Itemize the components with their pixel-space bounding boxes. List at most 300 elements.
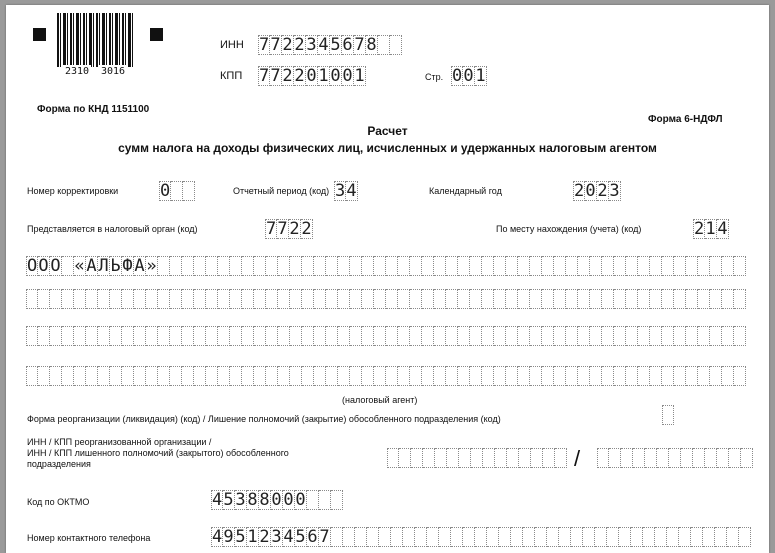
input-cell[interactable] [710,256,722,276]
input-cell[interactable] [218,366,230,386]
input-cell[interactable] [662,405,674,425]
input-cell[interactable] [326,326,338,346]
input-cell[interactable]: 1 [247,527,258,547]
input-cell[interactable] [350,326,362,346]
input-cell[interactable] [146,289,158,309]
input-cell[interactable] [459,448,471,468]
reorg-inn-field[interactable] [387,448,567,468]
input-cell[interactable] [609,448,621,468]
input-cell[interactable] [374,326,386,346]
input-cell[interactable] [638,289,650,309]
input-cell[interactable] [686,326,698,346]
input-cell[interactable] [338,289,350,309]
input-cell[interactable] [602,289,614,309]
input-cell[interactable] [698,366,710,386]
input-cell[interactable] [662,326,674,346]
input-cell[interactable] [314,256,326,276]
agent-name-row-1[interactable] [26,256,746,276]
input-cell[interactable]: 7 [259,35,270,55]
reorg-kpp-field[interactable] [597,448,753,468]
agent-name-row-3[interactable] [26,326,746,346]
input-cell[interactable]: 1 [354,66,365,86]
input-cell[interactable] [729,448,741,468]
input-cell[interactable] [86,289,98,309]
input-cell[interactable] [230,256,242,276]
input-cell[interactable] [314,366,326,386]
input-cell[interactable] [434,256,446,276]
input-cell[interactable] [74,366,86,386]
input-cell[interactable]: 0 [160,181,171,201]
input-cell[interactable] [242,366,254,386]
input-cell[interactable] [307,490,319,510]
input-cell[interactable] [350,289,362,309]
input-cell[interactable] [590,289,602,309]
input-cell[interactable] [542,366,554,386]
tax-authority-field[interactable] [265,219,313,239]
input-cell[interactable] [578,326,590,346]
input-cell[interactable] [614,289,626,309]
input-cell[interactable] [638,256,650,276]
input-cell[interactable] [398,256,410,276]
input-cell[interactable] [590,366,602,386]
input-cell[interactable] [254,256,266,276]
input-cell[interactable] [134,326,146,346]
input-cell[interactable]: 4 [283,527,294,547]
input-cell[interactable]: « [74,256,85,276]
input-cell[interactable]: 0 [330,66,341,86]
input-cell[interactable] [314,326,326,346]
input-cell[interactable] [302,326,314,346]
input-cell[interactable] [499,527,511,547]
input-cell[interactable] [170,256,182,276]
input-cell[interactable] [626,326,638,346]
input-cell[interactable]: 5 [235,527,246,547]
input-cell[interactable] [362,256,374,276]
input-cell[interactable] [38,366,50,386]
input-cell[interactable]: Ь [110,256,121,276]
input-cell[interactable] [206,326,218,346]
input-cell[interactable] [458,326,470,346]
input-cell[interactable] [734,289,746,309]
input-cell[interactable] [471,448,483,468]
input-cell[interactable] [218,256,230,276]
input-cell[interactable] [266,326,278,346]
input-cell[interactable] [451,527,463,547]
input-cell[interactable] [62,256,74,276]
input-cell[interactable] [26,289,38,309]
input-cell[interactable] [158,326,170,346]
input-cell[interactable] [134,366,146,386]
input-cell[interactable] [530,289,542,309]
input-cell[interactable] [506,366,518,386]
input-cell[interactable] [122,289,134,309]
input-cell[interactable] [703,527,715,547]
input-cell[interactable] [662,289,674,309]
input-cell[interactable]: 3 [271,527,282,547]
input-cell[interactable] [722,326,734,346]
input-cell[interactable] [386,256,398,276]
input-cell[interactable] [182,289,194,309]
input-cell[interactable]: 4 [346,181,357,201]
inn-field[interactable] [258,35,402,55]
input-cell[interactable] [530,256,542,276]
input-cell[interactable]: 3 [306,35,317,55]
input-cell[interactable] [278,326,290,346]
input-cell[interactable]: 7 [270,35,281,55]
input-cell[interactable] [331,490,343,510]
input-cell[interactable] [662,256,674,276]
input-cell[interactable] [374,289,386,309]
input-cell[interactable] [547,527,559,547]
input-cell[interactable]: 6 [342,35,353,55]
input-cell[interactable]: Ф [122,256,133,276]
input-cell[interactable] [146,366,158,386]
input-cell[interactable] [494,289,506,309]
input-cell[interactable] [482,366,494,386]
input-cell[interactable] [266,289,278,309]
input-cell[interactable] [122,326,134,346]
input-cell[interactable] [158,289,170,309]
input-cell[interactable] [566,256,578,276]
input-cell[interactable]: 8 [259,490,270,510]
input-cell[interactable] [633,448,645,468]
input-cell[interactable] [734,326,746,346]
input-cell[interactable] [621,448,633,468]
input-cell[interactable] [698,256,710,276]
input-cell[interactable] [266,256,278,276]
input-cell[interactable] [542,256,554,276]
input-cell[interactable]: 5 [330,35,341,55]
input-cell[interactable] [554,366,566,386]
input-cell[interactable] [717,448,729,468]
input-cell[interactable] [194,366,206,386]
input-cell[interactable] [446,256,458,276]
input-cell[interactable] [590,326,602,346]
input-cell[interactable] [50,289,62,309]
input-cell[interactable] [543,448,555,468]
input-cell[interactable] [518,289,530,309]
input-cell[interactable] [194,326,206,346]
input-cell[interactable] [571,527,583,547]
input-cell[interactable] [597,448,609,468]
input-cell[interactable] [494,256,506,276]
input-cell[interactable] [674,366,686,386]
input-cell[interactable]: 7 [270,66,281,86]
input-cell[interactable] [686,256,698,276]
input-cell[interactable] [722,256,734,276]
input-cell[interactable]: 1 [475,66,486,86]
input-cell[interactable] [422,326,434,346]
input-cell[interactable]: Л [98,256,109,276]
input-cell[interactable] [686,289,698,309]
input-cell[interactable] [423,448,435,468]
input-cell[interactable] [290,366,302,386]
reorganization-form-field[interactable] [662,405,674,425]
input-cell[interactable] [482,256,494,276]
input-cell[interactable]: 0 [295,490,306,510]
input-cell[interactable] [254,366,266,386]
input-cell[interactable] [458,366,470,386]
input-cell[interactable] [686,366,698,386]
input-cell[interactable]: 0 [283,490,294,510]
input-cell[interactable] [38,289,50,309]
input-cell[interactable] [62,366,74,386]
input-cell[interactable] [458,256,470,276]
input-cell[interactable] [519,448,531,468]
input-cell[interactable] [290,326,302,346]
input-cell[interactable] [555,448,567,468]
input-cell[interactable] [554,289,566,309]
input-cell[interactable] [506,326,518,346]
input-cell[interactable] [38,326,50,346]
input-cell[interactable] [254,326,266,346]
input-cell[interactable]: 7 [277,219,288,239]
input-cell[interactable] [302,256,314,276]
input-cell[interactable] [74,326,86,346]
input-cell[interactable] [554,256,566,276]
input-cell[interactable] [435,448,447,468]
input-cell[interactable] [727,527,739,547]
input-cell[interactable]: 2 [694,219,705,239]
input-cell[interactable] [98,366,110,386]
input-cell[interactable] [631,527,643,547]
input-cell[interactable] [734,256,746,276]
input-cell[interactable] [535,527,547,547]
input-cell[interactable] [183,181,195,201]
input-cell[interactable] [619,527,631,547]
input-cell[interactable]: 4 [318,35,329,55]
input-cell[interactable] [679,527,691,547]
input-cell[interactable]: 2 [259,527,270,547]
input-cell[interactable] [483,448,495,468]
input-cell[interactable] [410,289,422,309]
input-cell[interactable] [590,256,602,276]
input-cell[interactable] [566,326,578,346]
input-cell[interactable] [278,289,290,309]
input-cell[interactable] [170,366,182,386]
input-cell[interactable] [62,289,74,309]
oktmo-field[interactable] [211,490,343,510]
input-cell[interactable] [338,256,350,276]
kpp-field[interactable] [258,66,366,86]
input-cell[interactable] [86,366,98,386]
input-cell[interactable] [422,289,434,309]
input-cell[interactable] [399,448,411,468]
input-cell[interactable] [506,289,518,309]
input-cell[interactable] [722,289,734,309]
input-cell[interactable]: 0 [463,66,474,86]
input-cell[interactable] [158,366,170,386]
input-cell[interactable]: 4 [717,219,728,239]
reporting-period-field[interactable] [334,181,358,201]
input-cell[interactable] [463,527,475,547]
input-cell[interactable] [698,289,710,309]
input-cell[interactable] [386,326,398,346]
input-cell[interactable] [410,326,422,346]
input-cell[interactable] [374,256,386,276]
input-cell[interactable] [554,326,566,346]
input-cell[interactable] [578,256,590,276]
input-cell[interactable] [506,256,518,276]
input-cell[interactable] [74,289,86,309]
input-cell[interactable]: 7 [259,66,270,86]
input-cell[interactable] [26,326,38,346]
input-cell[interactable]: 6 [307,527,318,547]
input-cell[interactable]: 2 [282,35,293,55]
input-cell[interactable] [326,366,338,386]
input-cell[interactable]: » [146,256,157,276]
input-cell[interactable] [62,326,74,346]
input-cell[interactable] [343,527,355,547]
input-cell[interactable]: 2 [294,35,305,55]
input-cell[interactable] [559,527,571,547]
input-cell[interactable]: 0 [452,66,463,86]
input-cell[interactable]: 1 [318,66,329,86]
input-cell[interactable] [734,366,746,386]
input-cell[interactable] [614,326,626,346]
input-cell[interactable] [422,366,434,386]
input-cell[interactable] [638,326,650,346]
input-cell[interactable] [650,289,662,309]
input-cell[interactable] [470,366,482,386]
input-cell[interactable] [242,256,254,276]
input-cell[interactable] [614,366,626,386]
input-cell[interactable] [362,326,374,346]
phone-field[interactable] [211,527,751,547]
input-cell[interactable] [110,289,122,309]
input-cell[interactable] [681,448,693,468]
input-cell[interactable] [391,527,403,547]
input-cell[interactable] [614,256,626,276]
input-cell[interactable] [350,366,362,386]
input-cell[interactable]: 7 [319,527,330,547]
input-cell[interactable]: О [27,256,38,276]
input-cell[interactable] [158,256,170,276]
input-cell[interactable] [530,326,542,346]
input-cell[interactable] [379,527,391,547]
input-cell[interactable] [350,256,362,276]
agent-name-row-4[interactable] [26,366,746,386]
input-cell[interactable] [242,289,254,309]
input-cell[interactable] [518,366,530,386]
input-cell[interactable] [134,289,146,309]
input-cell[interactable] [722,366,734,386]
input-cell[interactable]: А [86,256,97,276]
input-cell[interactable] [338,366,350,386]
input-cell[interactable] [314,289,326,309]
input-cell[interactable] [674,326,686,346]
input-cell[interactable] [254,289,266,309]
input-cell[interactable]: 5 [295,527,306,547]
input-cell[interactable] [386,289,398,309]
input-cell[interactable] [434,326,446,346]
input-cell[interactable] [302,366,314,386]
input-cell[interactable] [218,326,230,346]
input-cell[interactable] [645,448,657,468]
input-cell[interactable] [338,326,350,346]
input-cell[interactable] [290,289,302,309]
input-cell[interactable] [434,289,446,309]
input-cell[interactable] [410,256,422,276]
input-cell[interactable]: 2 [597,181,608,201]
input-cell[interactable] [374,366,386,386]
input-cell[interactable] [427,527,439,547]
input-cell[interactable] [182,326,194,346]
input-cell[interactable] [319,490,331,510]
input-cell[interactable] [194,289,206,309]
input-cell[interactable] [715,527,727,547]
input-cell[interactable] [446,366,458,386]
input-cell[interactable] [650,256,662,276]
input-cell[interactable] [655,527,667,547]
input-cell[interactable] [710,289,722,309]
input-cell[interactable] [693,448,705,468]
input-cell[interactable] [578,289,590,309]
input-cell[interactable]: 7 [354,35,365,55]
input-cell[interactable] [511,527,523,547]
input-cell[interactable] [122,366,134,386]
input-cell[interactable] [458,289,470,309]
input-cell[interactable] [98,289,110,309]
input-cell[interactable]: 3 [335,181,346,201]
input-cell[interactable] [578,366,590,386]
input-cell[interactable]: 2 [301,219,312,239]
input-cell[interactable] [531,448,543,468]
input-cell[interactable] [206,289,218,309]
input-cell[interactable] [434,366,446,386]
input-cell[interactable] [230,289,242,309]
input-cell[interactable] [171,181,183,201]
input-cell[interactable]: 0 [306,66,317,86]
input-cell[interactable] [705,448,717,468]
input-cell[interactable] [410,366,422,386]
input-cell[interactable] [387,448,399,468]
input-cell[interactable]: 4 [212,527,223,547]
input-cell[interactable] [741,448,753,468]
agent-name-row-2[interactable] [26,289,746,309]
input-cell[interactable] [566,289,578,309]
input-cell[interactable] [542,326,554,346]
input-cell[interactable]: 3 [235,490,246,510]
input-cell[interactable] [518,326,530,346]
correction-number-field[interactable] [159,181,195,201]
input-cell[interactable] [494,366,506,386]
input-cell[interactable] [662,366,674,386]
input-cell[interactable]: 8 [366,35,377,55]
input-cell[interactable]: 2 [574,181,585,201]
input-cell[interactable] [367,527,379,547]
input-cell[interactable] [566,366,578,386]
input-cell[interactable] [390,35,402,55]
input-cell[interactable] [691,527,703,547]
input-cell[interactable] [278,366,290,386]
input-cell[interactable] [667,527,679,547]
input-cell[interactable] [110,366,122,386]
input-cell[interactable]: О [50,256,61,276]
input-cell[interactable] [362,366,374,386]
input-cell[interactable]: 2 [294,66,305,86]
input-cell[interactable]: А [134,256,145,276]
input-cell[interactable] [470,289,482,309]
input-cell[interactable] [146,326,158,346]
input-cell[interactable]: О [38,256,49,276]
input-cell[interactable] [378,35,390,55]
input-cell[interactable] [439,527,451,547]
input-cell[interactable]: 9 [223,527,234,547]
input-cell[interactable] [607,527,619,547]
input-cell[interactable]: 2 [289,219,300,239]
input-cell[interactable] [518,256,530,276]
